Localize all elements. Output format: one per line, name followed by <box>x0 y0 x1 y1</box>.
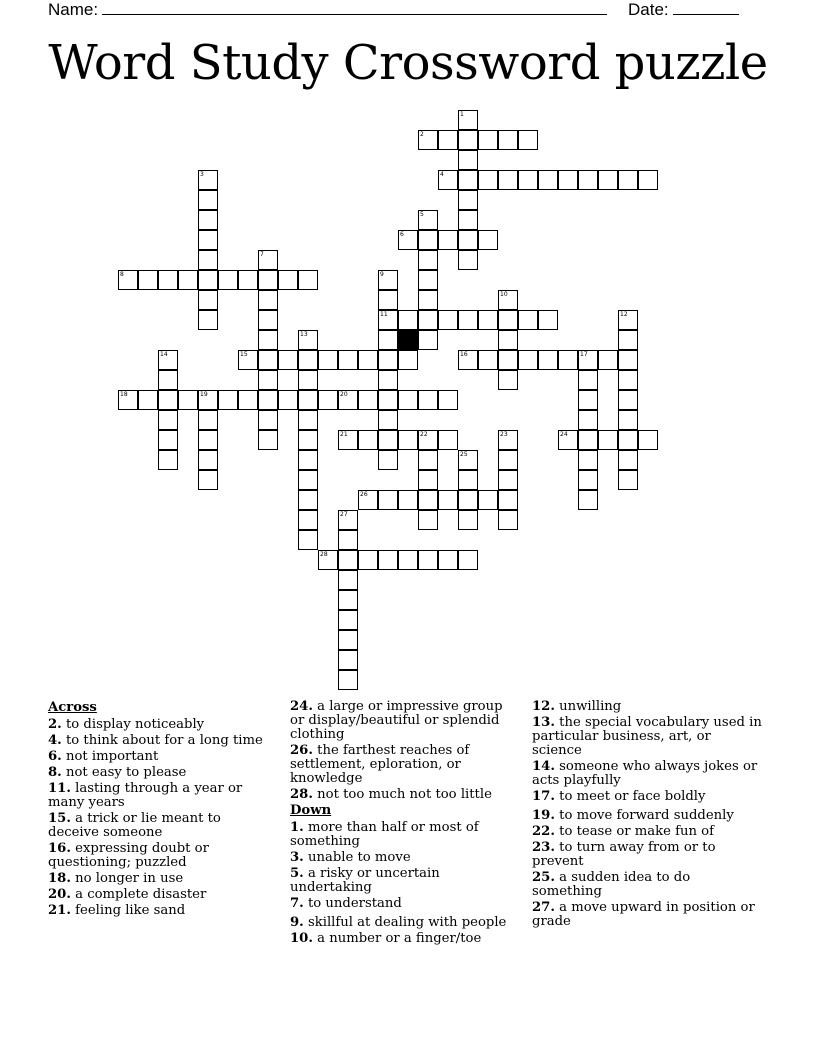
grid-cell[interactable] <box>618 390 638 410</box>
grid-cell[interactable] <box>378 550 398 570</box>
grid-cell[interactable] <box>138 270 158 290</box>
grid-cell[interactable] <box>618 350 638 370</box>
grid-cell[interactable] <box>338 350 358 370</box>
grid-cell[interactable] <box>378 450 398 470</box>
grid-cell[interactable] <box>258 250 278 270</box>
grid-cell[interactable] <box>398 230 418 250</box>
grid-cell[interactable] <box>458 130 478 150</box>
grid-cell[interactable] <box>398 390 418 410</box>
grid-cell[interactable] <box>438 310 458 330</box>
grid-cell[interactable] <box>158 270 178 290</box>
date-field[interactable] <box>628 0 739 19</box>
clue-down-19: 19. to move forward suddenly <box>532 808 734 823</box>
grid-cell[interactable] <box>378 390 398 410</box>
clues-column-3 <box>532 700 762 931</box>
grid-cell[interactable] <box>118 390 138 410</box>
grid-cell[interactable] <box>198 430 218 450</box>
grid-cell[interactable] <box>198 310 218 330</box>
grid-cell[interactable] <box>458 470 478 490</box>
grid-cell[interactable] <box>258 310 278 330</box>
grid-cell[interactable] <box>498 430 518 450</box>
grid-cell[interactable] <box>358 430 378 450</box>
grid-cell[interactable] <box>198 230 218 250</box>
grid-cell[interactable] <box>418 310 438 330</box>
grid-cell[interactable] <box>278 390 298 410</box>
grid-cell[interactable] <box>338 590 358 610</box>
grid-cell[interactable] <box>418 290 438 310</box>
grid-cell[interactable] <box>198 210 218 230</box>
grid-cell[interactable] <box>438 130 458 150</box>
grid-cell[interactable] <box>618 450 638 470</box>
cell-number: 24 <box>560 431 568 438</box>
grid-cell[interactable] <box>618 410 638 430</box>
grid-cell[interactable] <box>218 390 238 410</box>
grid-cell[interactable] <box>298 470 318 490</box>
grid-cell[interactable] <box>358 350 378 370</box>
grid-cell[interactable] <box>338 570 358 590</box>
date-label: Date: <box>628 0 669 19</box>
grid-cell[interactable] <box>438 390 458 410</box>
grid-cell[interactable] <box>258 270 278 290</box>
grid-cell[interactable] <box>598 170 618 190</box>
cell-number: 28 <box>320 551 328 558</box>
cell-number: 13 <box>300 331 308 338</box>
grid-cell[interactable] <box>418 250 438 270</box>
clue-across-26: 26. the farthest reaches of settlement, eploration, or knowledge <box>290 743 470 786</box>
grid-cell[interactable] <box>198 190 218 210</box>
grid-cell[interactable] <box>258 290 278 310</box>
grid-cell[interactable] <box>578 390 598 410</box>
clue-down-3: 3. unable to move <box>290 850 411 865</box>
clue-down-7: 7. to understand <box>290 896 402 911</box>
grid-cell[interactable] <box>618 470 638 490</box>
grid-cell[interactable] <box>118 270 138 290</box>
grid-cell[interactable] <box>458 170 478 190</box>
cell-number: 22 <box>420 431 428 438</box>
grid-cell[interactable] <box>638 170 658 190</box>
cell-number: 7 <box>260 251 264 258</box>
grid-cell[interactable] <box>238 350 258 370</box>
grid-cell[interactable] <box>418 470 438 490</box>
grid-cell[interactable] <box>378 290 398 310</box>
grid-cell[interactable] <box>478 310 498 330</box>
grid-cell[interactable] <box>258 350 278 370</box>
grid-cell[interactable] <box>638 430 658 450</box>
grid-cell[interactable] <box>458 450 478 470</box>
cell-number: 3 <box>200 171 204 178</box>
cell-number: 23 <box>500 431 508 438</box>
grid-cell[interactable] <box>498 330 518 350</box>
cell-number: 5 <box>420 211 424 218</box>
grid-cell[interactable] <box>338 670 358 690</box>
grid-cell[interactable] <box>578 410 598 430</box>
grid-cell[interactable] <box>278 270 298 290</box>
page-title: Word Study Crossword puzzle <box>48 35 768 91</box>
grid-cell[interactable] <box>538 170 558 190</box>
grid-cell[interactable] <box>498 450 518 470</box>
grid-cell[interactable] <box>458 110 478 130</box>
grid-cell[interactable] <box>418 450 438 470</box>
grid-cell[interactable] <box>458 230 478 250</box>
grid-cell[interactable] <box>198 290 218 310</box>
grid-cell[interactable] <box>538 310 558 330</box>
grid-cell[interactable] <box>258 430 278 450</box>
grid-cell[interactable] <box>158 390 178 410</box>
grid-cell[interactable] <box>458 250 478 270</box>
cell-number: 21 <box>340 431 348 438</box>
clue-across-28: 28. not too much not too little <box>290 787 492 802</box>
cell-number: 1 <box>460 111 464 118</box>
grid-cell[interactable] <box>338 430 358 450</box>
down-heading: Down <box>290 803 332 818</box>
clue-down-10: 10. a number or a finger/toe <box>290 931 482 946</box>
grid-cell[interactable] <box>398 350 418 370</box>
grid-cell[interactable] <box>498 310 518 330</box>
grid-cell[interactable] <box>418 490 438 510</box>
grid-cell[interactable] <box>518 130 538 150</box>
grid-cell[interactable] <box>478 490 498 510</box>
grid-cell[interactable] <box>178 390 198 410</box>
grid-cell[interactable] <box>198 170 218 190</box>
clue-across-18: 18. no longer in use <box>48 871 184 886</box>
grid-cell[interactable] <box>498 130 518 150</box>
grid-cell[interactable] <box>378 310 398 330</box>
grid-cell[interactable] <box>318 550 338 570</box>
grid-cell[interactable] <box>378 490 398 510</box>
grid-cell[interactable] <box>498 290 518 310</box>
cell-number: 6 <box>400 231 404 238</box>
grid-cell[interactable] <box>418 390 438 410</box>
grid-cell[interactable] <box>338 530 358 550</box>
grid-cell[interactable] <box>438 550 458 570</box>
grid-cell[interactable] <box>158 370 178 390</box>
grid-cell[interactable] <box>318 390 338 410</box>
clue-across-21: 21. feeling like sand <box>48 903 186 918</box>
cell-number: 10 <box>500 291 508 298</box>
black-square <box>398 330 418 350</box>
grid-cell[interactable] <box>578 490 598 510</box>
cell-number: 14 <box>160 351 168 358</box>
grid-cell[interactable] <box>418 330 438 350</box>
grid-cell[interactable] <box>498 350 518 370</box>
cell-number: 19 <box>200 391 208 398</box>
clue-across-2: 2. to display noticeably <box>48 717 205 732</box>
grid-cell[interactable] <box>158 350 178 370</box>
grid-cell[interactable] <box>298 430 318 450</box>
grid-cell[interactable] <box>338 510 358 530</box>
grid-cell[interactable] <box>598 350 618 370</box>
grid-cell[interactable] <box>438 430 458 450</box>
cell-number: 16 <box>460 351 468 358</box>
grid-cell[interactable] <box>438 170 458 190</box>
clue-down-14: 14. someone who always jokes or acts playfully <box>532 759 758 788</box>
grid-cell[interactable] <box>618 430 638 450</box>
grid-cell[interactable] <box>458 510 478 530</box>
grid-cell[interactable] <box>358 390 378 410</box>
cell-number: 12 <box>620 311 628 318</box>
clue-down-17: 17. to meet or face boldly <box>532 789 706 804</box>
grid-cell[interactable] <box>398 550 418 570</box>
grid-cell[interactable] <box>458 190 478 210</box>
clue-down-25: 25. a sudden idea to do something <box>532 870 691 899</box>
grid-cell[interactable] <box>378 410 398 430</box>
name-label: Name: <box>48 0 99 19</box>
clue-down-13: 13. the special vocabulary used in particular business, art, or science <box>532 715 762 758</box>
grid-cell[interactable] <box>618 370 638 390</box>
clue-across-20: 20. a complete disaster <box>48 887 207 902</box>
grid-cell[interactable] <box>418 230 438 250</box>
grid-cell[interactable] <box>338 650 358 670</box>
grid-cell[interactable] <box>478 170 498 190</box>
grid-cell[interactable] <box>418 130 438 150</box>
grid-cell[interactable] <box>578 170 598 190</box>
clue-across-4: 4. to think about for a long time <box>48 733 263 748</box>
cell-number: 15 <box>240 351 248 358</box>
grid-cell[interactable] <box>578 450 598 470</box>
grid-cell[interactable] <box>338 630 358 650</box>
grid-cell[interactable] <box>198 270 218 290</box>
grid-cell[interactable] <box>398 430 418 450</box>
grid-cell[interactable] <box>418 430 438 450</box>
clue-across-6: 6. not important <box>48 749 159 764</box>
grid-cell[interactable] <box>338 550 358 570</box>
grid-cell[interactable] <box>498 170 518 190</box>
date-blank-line[interactable] <box>673 0 739 15</box>
grid-cell[interactable] <box>198 410 218 430</box>
grid-cell[interactable] <box>458 310 478 330</box>
cell-number: 25 <box>460 451 468 458</box>
clue-down-5: 5. a risky or uncertain undertaking <box>290 866 440 895</box>
grid-cell[interactable] <box>378 370 398 390</box>
grid-cell[interactable] <box>418 510 438 530</box>
grid-cell[interactable] <box>258 330 278 350</box>
grid-cell[interactable] <box>298 270 318 290</box>
grid-cell[interactable] <box>458 490 478 510</box>
grid-cell[interactable] <box>458 210 478 230</box>
grid-cell[interactable] <box>578 430 598 450</box>
grid-cell[interactable] <box>538 350 558 370</box>
grid-cell[interactable] <box>518 170 538 190</box>
grid-cell[interactable] <box>378 330 398 350</box>
cell-number: 11 <box>380 311 388 318</box>
grid-cell[interactable] <box>218 270 238 290</box>
clue-down-22: 22. to tease or make fun of <box>532 824 714 839</box>
grid-cell[interactable] <box>258 370 278 390</box>
cell-number: 27 <box>340 511 348 518</box>
grid-cell[interactable] <box>558 350 578 370</box>
clues-column-1 <box>48 700 273 920</box>
grid-cell[interactable] <box>578 470 598 490</box>
grid-cell[interactable] <box>458 550 478 570</box>
grid-cell[interactable] <box>418 210 438 230</box>
grid-cell[interactable] <box>478 350 498 370</box>
clue-down-12: 12. unwilling <box>532 699 622 714</box>
grid-cell[interactable] <box>318 350 338 370</box>
grid-cell[interactable] <box>498 510 518 530</box>
grid-cell[interactable] <box>498 470 518 490</box>
grid-cell[interactable] <box>458 350 478 370</box>
grid-cell[interactable] <box>478 230 498 250</box>
cell-number: 26 <box>360 491 368 498</box>
clue-down-9: 9. skillful at dealing with people <box>290 915 507 930</box>
grid-cell[interactable] <box>558 430 578 450</box>
grid-cell[interactable] <box>298 350 318 370</box>
grid-cell[interactable] <box>478 130 498 150</box>
grid-cell[interactable] <box>378 350 398 370</box>
across-heading: Across <box>48 700 97 715</box>
grid-cell[interactable] <box>378 430 398 450</box>
clue-down-1: 1. more than half or most of something <box>290 820 479 849</box>
cell-number: 8 <box>120 271 124 278</box>
grid-cell[interactable] <box>618 330 638 350</box>
grid-cell[interactable] <box>238 390 258 410</box>
grid-cell[interactable] <box>358 490 378 510</box>
clues-column-2 <box>290 700 518 948</box>
clue-across-11: 11. lasting through a year or many years <box>48 781 243 810</box>
cell-number: 18 <box>120 391 128 398</box>
grid-cell[interactable] <box>198 250 218 270</box>
grid-cell[interactable] <box>158 410 178 430</box>
clue-across-16: 16. expressing doubt or questioning; puzzled <box>48 841 209 870</box>
grid-cell[interactable] <box>298 510 318 530</box>
grid-cell[interactable] <box>398 310 418 330</box>
grid-cell[interactable] <box>278 350 298 370</box>
cell-number: 2 <box>420 131 424 138</box>
grid-cell[interactable] <box>398 490 418 510</box>
cell-number: 20 <box>340 391 348 398</box>
clue-down-27: 27. a move upward in position or grade <box>532 900 755 929</box>
grid-cell[interactable] <box>138 390 158 410</box>
grid-cell[interactable] <box>238 270 258 290</box>
grid-cell[interactable] <box>418 270 438 290</box>
grid-cell[interactable] <box>258 410 278 430</box>
grid-cell[interactable] <box>438 490 458 510</box>
grid-cell[interactable] <box>298 410 318 430</box>
grid-cell[interactable] <box>198 390 218 410</box>
grid-cell[interactable] <box>338 390 358 410</box>
grid-cell[interactable] <box>198 450 218 470</box>
grid-cell[interactable] <box>298 330 318 350</box>
grid-cell[interactable] <box>298 370 318 390</box>
grid-cell[interactable] <box>458 150 478 170</box>
grid-cell[interactable] <box>578 350 598 370</box>
name-blank-line[interactable] <box>102 0 607 15</box>
grid-cell[interactable] <box>298 490 318 510</box>
grid-cell[interactable] <box>158 450 178 470</box>
grid-cell[interactable] <box>378 270 398 290</box>
grid-cell[interactable] <box>518 350 538 370</box>
grid-cell[interactable] <box>298 450 318 470</box>
grid-cell[interactable] <box>518 310 538 330</box>
header <box>48 0 748 20</box>
clue-down-23: 23. to turn away from or to prevent <box>532 840 716 869</box>
grid-cell[interactable] <box>418 550 438 570</box>
grid-cell[interactable] <box>338 610 358 630</box>
clue-across-15: 15. a trick or lie meant to deceive someone <box>48 811 221 840</box>
cell-number: 9 <box>380 271 384 278</box>
cell-number: 17 <box>580 351 588 358</box>
clue-across-24: 24. a large or impressive group or display/beautiful or splendid clothing <box>290 699 503 742</box>
name-field[interactable] <box>48 0 607 19</box>
grid-cell[interactable] <box>558 170 578 190</box>
grid-cell[interactable] <box>298 390 318 410</box>
grid-cell[interactable] <box>178 270 198 290</box>
grid-cell[interactable] <box>618 170 638 190</box>
grid-cell[interactable] <box>498 370 518 390</box>
grid-cell[interactable] <box>438 230 458 250</box>
grid-cell[interactable] <box>258 390 278 410</box>
grid-cell[interactable] <box>298 530 318 550</box>
grid-cell[interactable] <box>198 470 218 490</box>
grid-cell[interactable] <box>498 490 518 510</box>
clue-across-8: 8. not easy to please <box>48 765 187 780</box>
grid-cell[interactable] <box>578 370 598 390</box>
grid-cell[interactable] <box>358 550 378 570</box>
grid-cell[interactable] <box>158 430 178 450</box>
grid-cell[interactable] <box>598 430 618 450</box>
grid-cell[interactable] <box>618 310 638 330</box>
cell-number: 4 <box>440 171 444 178</box>
